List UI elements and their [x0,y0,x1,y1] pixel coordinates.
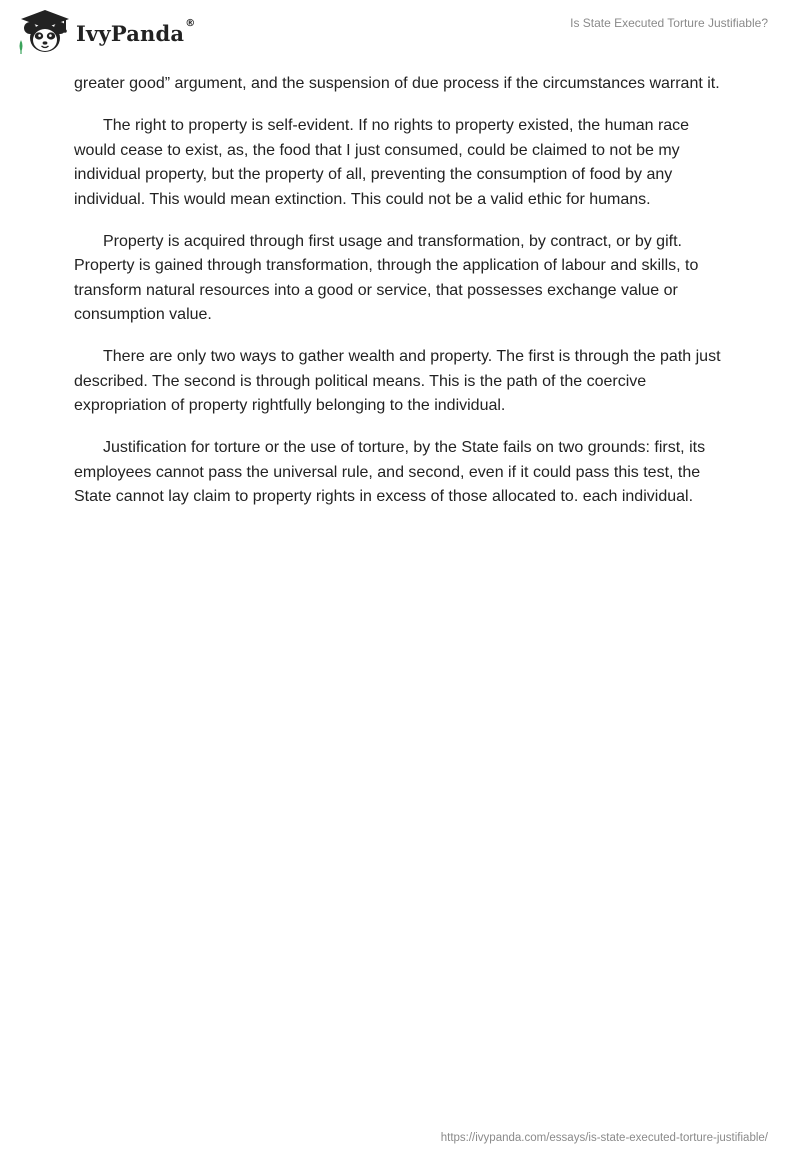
ivypanda-logo[interactable] [16,8,195,56]
logo-wordmark: IvyPanda [76,20,185,46]
source-url[interactable]: https://ivypanda.com/essays/is-state-executed-torture-justifiable/ [440,1132,768,1144]
paragraph: Justification for torture or the use of torture, by the State fails on two grounds: first, its employees cannot pass the universal rule, and second, even if it could pass this test, the State cannot lay claim to property rights in excess of those allocated to. each individual. [74,439,706,505]
paragraph: Property is acquired through first usage and transformation, by contract, or by gift. Property is gained through transformation, through the application of labour and skills, to transform natural resources into a good or service, that possesses exchange value or consumption value. [74,232,699,323]
page-header [0,0,800,60]
paragraph-continuation: greater good” argument, and the suspension of due process if the circumstances warrant it. [74,75,720,92]
paragraph: There are only two ways to gather wealth and property. The first is through the path just described. The second is through political means. This is the path of the coercive expropriation of property rightfully belonging to the individual. [74,348,721,414]
panda-graduation-cap-icon [16,8,74,56]
paragraph: The right to property is self-evident. If no rights to property existed, the human race would cease to exist, as, the food that I just consumed, could be claimed to not be my individual property, but the property of all, preventing the consumption of food by any individual. This would mean extinction. This could not be a valid ethic for humans. [74,117,690,208]
document-title: Is State Executed Torture Justifiable? [570,16,768,30]
registered-mark: ® [185,17,196,29]
essay-body [74,72,734,527]
